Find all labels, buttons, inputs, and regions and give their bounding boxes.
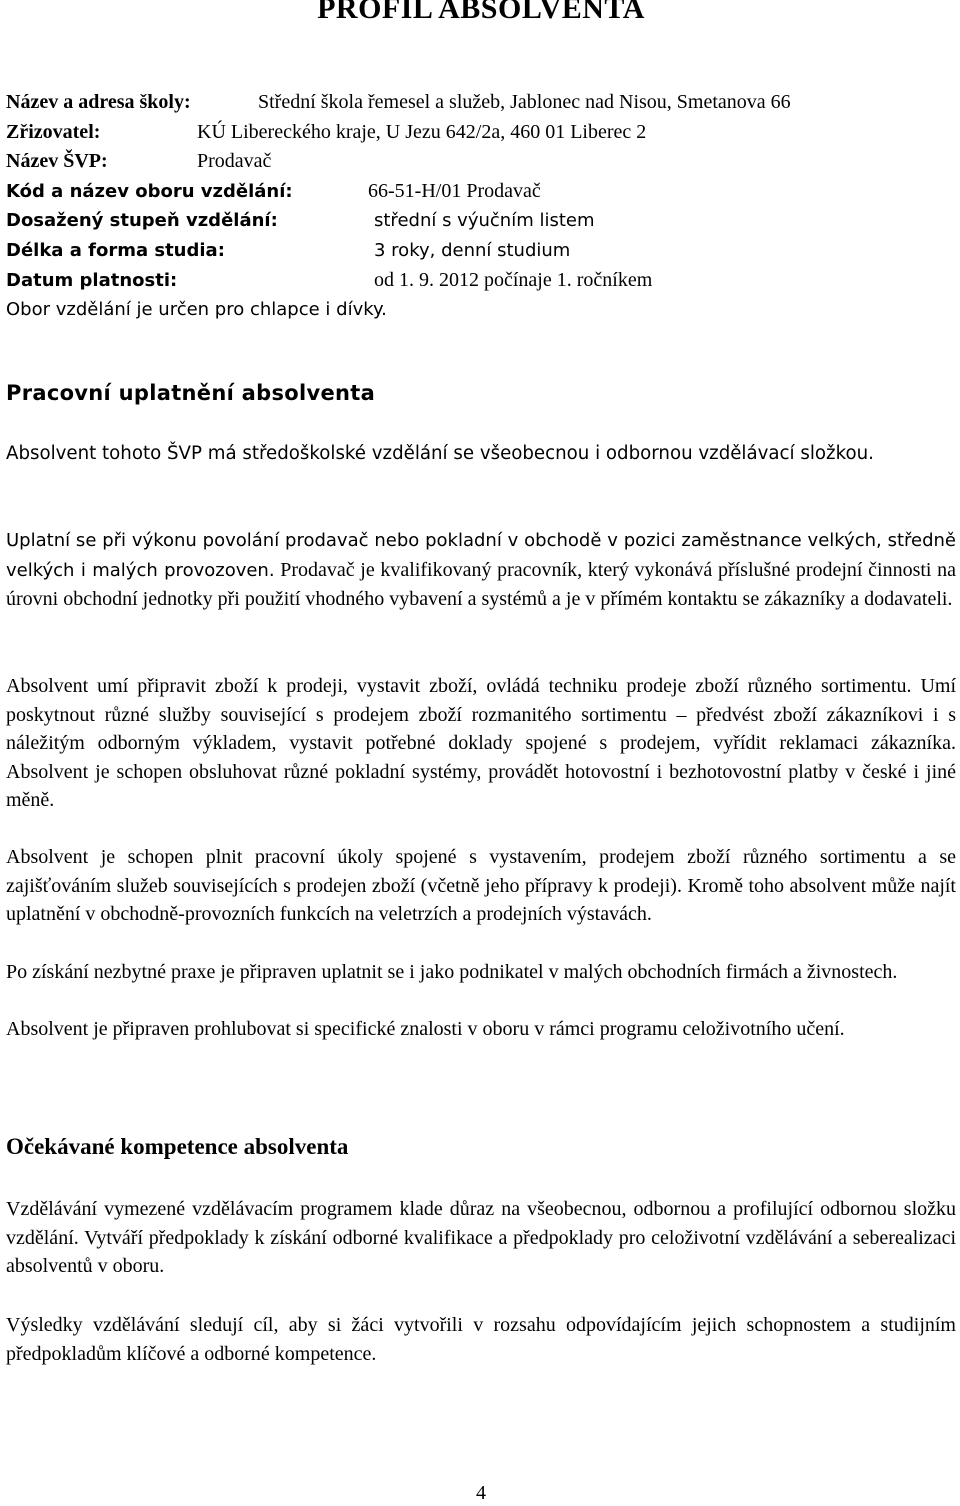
page-number: 4	[476, 1482, 486, 1504]
paragraph	[6, 1195, 956, 1281]
paragraph: Absolvent je připraven prohlubovat si specifické znalosti v oboru v rámci programu celoživotního učení.	[6, 1018, 845, 1040]
paragraph-text: Absolvent umí připravit zboží k prodeji, vystavit zboží, ovládá techniku prodeje zboží různého sortimentu.	[6, 675, 912, 697]
paragraph	[6, 672, 956, 815]
info-row-school	[6, 88, 791, 118]
info-value: 66-51-H/01 Prodavač	[368, 179, 541, 202]
info-label: Zřizovatel:	[6, 120, 101, 143]
paragraph-text: Uplatní se při výkonu povolání prodavač nebo pokladní v obchodě v pozici zaměstnance velkých, středně velkých i malých provozoven.	[6, 530, 956, 581]
paragraph-text: Absolvent je schopen plnit pracovní úkoly spojené s vystavením, prodejem zboží různého sortimentu a se zajišťováním služeb souvisejících s prodejen zboží (včetně jeho přípravy k prodeji).	[6, 846, 956, 897]
info-value: 3 roky, denní studium	[374, 239, 571, 261]
paragraph	[6, 843, 956, 929]
paragraph-text: Absolvent je schopen obsluhovat různé pokladní systémy, provádět hotovostní i bezhotovostní platby v české i jiné měně.	[6, 760, 956, 812]
info-row-founder	[6, 118, 647, 148]
paragraph: Po získání nezbytné praxe je připraven uplatnit se i jako podnikatel v malých obchodních firmách a živnostech.	[6, 961, 898, 983]
paragraph	[6, 526, 956, 614]
section-heading-employment: Pracovní uplatnění absolventa	[6, 381, 376, 405]
info-row-degree	[6, 206, 595, 236]
info-row-duration	[6, 236, 571, 266]
info-value: Střední škola řemesel a služeb, Jablonec nad Nisou, Smetanova 66	[258, 91, 791, 113]
paragraph-text: Kromě toho absolvent může najít uplatnění v obchodně-provozních funkcích na veletrzích a prodejních výstavách.	[6, 874, 956, 926]
paragraph-text: Prodavač je kvalifikovaný pracovník, který vykonává příslušné prodejní činnosti na úrovni obchodní jednotky při použití vhodného vybavení a systémů a je v přímém kontaktu se zákazníky a dodavateli.	[6, 558, 956, 611]
paragraph: Výsledky vzdělávání sledují cíl, aby si žáci vytvořili v rozsahu odpovídajícím jejich schopnostem a studijním předpokladům klíčové a odborné kompetence.	[6, 1314, 956, 1365]
info-value: KÚ Libereckého kraje, U Jezu 642/2a, 460 01 Liberec 2	[197, 120, 647, 143]
document-title: PROFIL ABSOLVENTA	[317, 0, 645, 25]
info-label: Kód a název oboru vzdělání:	[6, 180, 293, 202]
info-value: od 1. 9. 2012 počínaje 1. ročníkem	[374, 268, 653, 291]
paragraph-text: Vytváří předpoklady k získání odborné kvalifikace a předpoklady pro celoživotní vzdělávání a seberealizaci absolventů v oboru.	[6, 1226, 956, 1278]
info-value: střední s výučním listem	[374, 210, 595, 232]
info-row-field-code	[6, 177, 541, 207]
paragraph: Absolvent tohoto ŠVP má středoškolské vzdělání se všeobecnou i odbornou vzdělávací složkou.	[6, 443, 874, 464]
info-row-svp-name	[6, 147, 387, 177]
school-info-block	[6, 88, 791, 325]
info-label: Název a adresa školy:	[6, 91, 191, 113]
info-label: Název ŠVP:	[6, 150, 108, 173]
paragraph-text: Umí poskytnout různé služby související s prodejem zboží rozmanitého sortimentu – předvést zboží zákazníkovi i s náležitým odborným výkladem, vystavit potřebné doklady spojené s prodejem, vyřídit reklamaci zákazníka.	[6, 675, 957, 755]
info-note: Obor vzdělání je určen pro chlapce i dívky.	[6, 299, 387, 321]
info-label: Datum platnosti:	[6, 269, 178, 291]
info-label: Dosažený stupeň vzdělání:	[6, 210, 278, 232]
info-row-validity	[6, 266, 653, 296]
info-value: Prodavač	[197, 150, 272, 173]
info-label: Délka a forma studia:	[6, 239, 225, 261]
section-heading-competences: Očekávané kompetence absolventa	[6, 1134, 349, 1159]
paragraph-text: Vzdělávání vymezené vzdělávacím programem klade důraz na všeobecnou, odbornou a profilující odbornou složku vzdělání.	[6, 1198, 956, 1249]
